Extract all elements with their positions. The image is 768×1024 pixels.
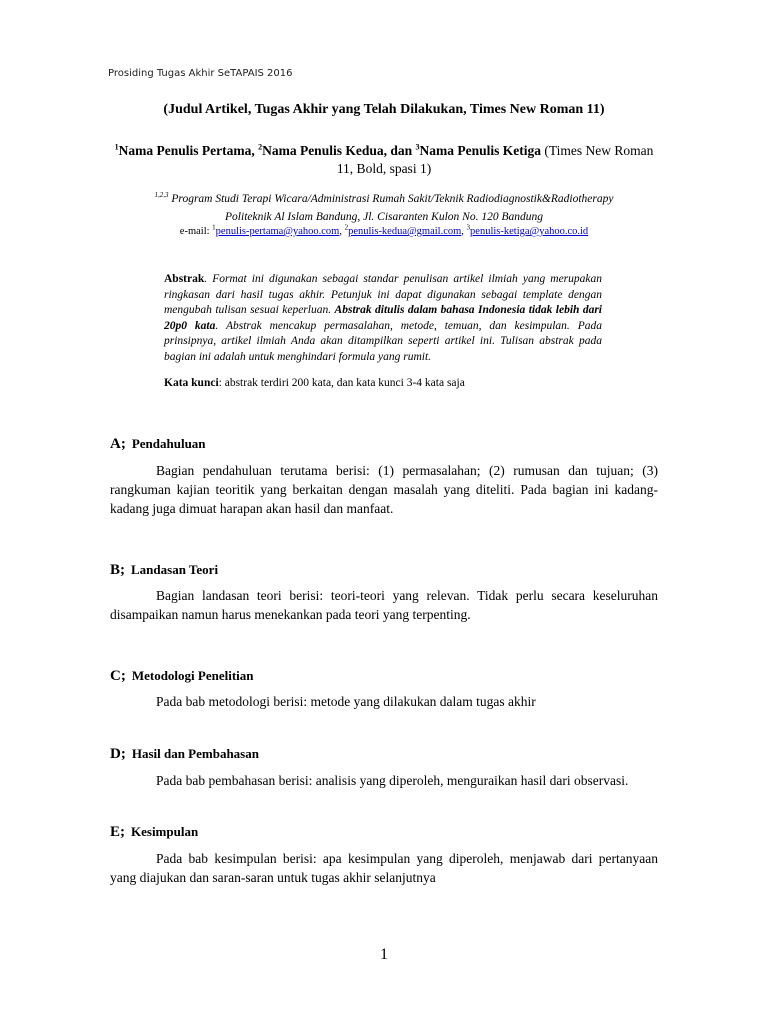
- author-2-sup: 2: [258, 142, 263, 152]
- email-label: e-mail:: [179, 226, 210, 237]
- author-3: Nama Penulis Ketiga: [419, 143, 541, 158]
- abstract-text-1: Format ini digunakan sebagai standar penulisan artikel ilmiah yang merupakan ringkasan dari hasil tugas akhir. Petunjuk ini dapat digunakan sebagai template dengan mengubah tulisan sesuai keperluan.: [164, 273, 602, 316]
- section-letter: B;: [110, 562, 125, 578]
- affiliation-line-2: Politeknik Al Islam Bandung, Jl. Cisaranten Kulon No. 120 Bandung: [225, 211, 543, 223]
- abstract: Abstrak. Format ini digunakan sebagai standar penulisan artikel ilmiah yang merupakan ringkasan dari hasil tugas akhir. Petunjuk ini dapat digunakan sebagai template dengan mengubah tulisan sesuai keperluan. Abstrak ditulis dalam bahasa Indonesia tidak lebih dari 20p0 kata. Abstrak mencakup permasalahan, metode, temuan, dan kesimpulan. Pada prinsipnya, artikel ilmiah Anda akan ditampilkan seperti artikel ini. Tulisan abstrak pada bagian ini adalah untuk menghindari formula yang rumit.: [164, 273, 603, 363]
- section-body-a: Bagian pendahuluan terutama berisi: (1) permasalahan; (2) rumusan dan tujuan; (3) rangkuman kajian teoritik yang berkaitan dengan masalah yang diteliti. Pada bagian ini kadang-kadang juga dimuat harapan akan hasil dan manfaat.: [110, 463, 658, 516]
- section-heading-a: [110, 436, 206, 453]
- keywords-label: Kata kunci: [164, 377, 219, 389]
- section-title: Landasan Teori: [131, 562, 219, 577]
- email-link-2[interactable]: penulis-kedua@gmail.com: [348, 226, 462, 237]
- section-title: Hasil dan Pembahasan: [131, 746, 259, 761]
- section-body-d: Pada bab pembahasan berisi: analisis yang diperoleh, menguraikan hasil dari observasi.: [156, 773, 629, 788]
- keywords-text: : abstrak terdiri 200 kata, dan kata kunci 3-4 kata saja: [218, 377, 465, 389]
- running-header: Prosiding Tugas Akhir SeTAPAIS 2016: [108, 68, 293, 79]
- author-1: Nama Penulis Pertama,: [118, 143, 255, 158]
- section-letter: C;: [110, 668, 126, 684]
- author-format-note: (Times New Roman 11, Bold, spasi 1): [336, 143, 654, 176]
- section-heading-d: [110, 746, 259, 763]
- page-number: 1: [380, 946, 388, 963]
- section-title: Pendahuluan: [131, 436, 206, 451]
- email-link-1[interactable]: penulis-pertama@yahoo.com: [215, 226, 340, 237]
- email-2-sup: 2: [344, 223, 349, 232]
- author-list: [108, 142, 660, 178]
- section-body-b: Bagian landasan teori berisi: teori-teori yang relevan. Tidak perlu secara keseluruhan disampaikan namun harus menekankan pada teori yang terpenting.: [110, 588, 658, 622]
- keywords: [164, 377, 602, 389]
- abstract-text-2: . Abstrak mencakup permasalahan, metode, temuan, dan kesimpulan. Pada prinsipnya, artikel ilmiah Anda akan ditampilkan seperti artikel ini. Tulisan abstrak pada bagian ini adalah untuk menghindari formula yang rumit.: [164, 319, 602, 363]
- section-heading-c: [110, 668, 254, 685]
- author-and: dan: [390, 143, 413, 158]
- affiliation: [108, 190, 660, 226]
- section-heading-e: [110, 824, 198, 841]
- abstract-label: Abstrak: [164, 273, 205, 285]
- article-title: (Judul Artikel, Tugas Akhir yang Telah Dilakukan, Times New Roman 11): [163, 102, 605, 117]
- email-link-3[interactable]: penulis-ketiga@yahoo.co.id: [470, 226, 589, 237]
- section-heading-b: [110, 562, 218, 579]
- section-letter: A;: [110, 436, 126, 452]
- author-1-sup: 1: [114, 142, 119, 152]
- email-line: e-mail: $^1$penulis-pertama@yahoo.com, $^2$penulis-kedua@gmail.com, $^3$penulis-ketiga@yahoo.co.id: [179, 223, 589, 237]
- section-body-e: Pada bab kesimpulan berisi: apa kesimpulan yang diperoleh, menjawab dari pertanyaan yang diajukan dan saran-saran untuk tugas akhir selanjutnya: [110, 851, 658, 885]
- affiliation-line-1: Program Studi Terapi Wicara/Administrasi Rumah Sakit/Teknik Radiodiagnostik&Radiotherapy: [171, 193, 614, 205]
- author-3-sup: 3: [415, 142, 420, 152]
- section-title: Metodologi Penelitian: [131, 668, 254, 683]
- affiliation-sup: 1,2,3: [154, 191, 169, 200]
- section-letter: D;: [110, 746, 126, 762]
- section-title: Kesimpulan: [131, 824, 199, 839]
- email-3-sup: 3: [466, 223, 471, 232]
- email-1-sup: 1: [212, 223, 216, 232]
- section-body-c: Pada bab metodologi berisi: metode yang dilakukan dalam tugas akhir: [156, 694, 536, 709]
- section-letter: E;: [110, 824, 125, 840]
- abstract-bold-text: Abstrak ditulis dalam bahasa Indonesia tidak lebih dari 20p0 kata: [164, 304, 603, 332]
- author-2: Nama Penulis Kedua,: [262, 143, 387, 158]
